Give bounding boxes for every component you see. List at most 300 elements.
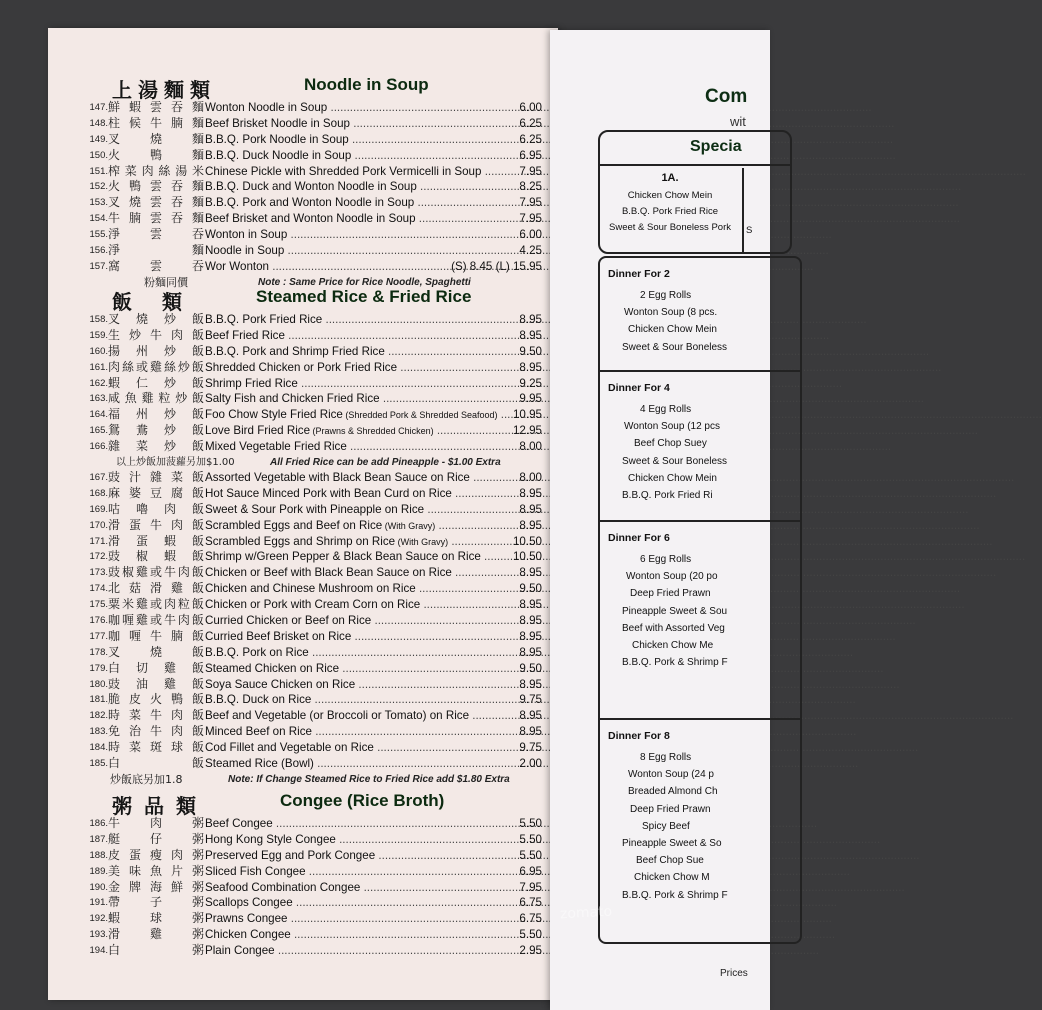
menu-item-row — [48, 597, 558, 613]
chinese-character: 美 — [108, 863, 121, 878]
chinese-character: 白 — [108, 660, 121, 675]
item-chinese-name — [108, 661, 204, 677]
chinese-character: 飯 — [191, 740, 204, 755]
item-price: 9.75 — [519, 741, 542, 755]
chinese-character: 喱 — [121, 613, 134, 628]
chinese-character: 治 — [128, 724, 141, 739]
watermark: zomato — [559, 903, 613, 923]
chinese-character: 鴦 — [135, 423, 148, 438]
chinese-character: 皮 — [108, 847, 121, 862]
chinese-character: 蛋 — [128, 847, 141, 862]
chinese-character: 肉 — [163, 501, 176, 516]
menu-item-row — [48, 407, 558, 423]
chinese-character: 北 — [108, 581, 121, 596]
chinese-character: 菜 — [135, 439, 148, 454]
chinese-character: 飯 — [191, 660, 204, 675]
item-price: 10.95 — [512, 408, 542, 422]
item-name — [205, 423, 516, 440]
item-name — [205, 211, 516, 227]
item-name-text: Shrimp w/Green Pepper & Black Bean Sauce on Rice — [205, 550, 481, 564]
item-price: 8.95 — [519, 566, 542, 580]
item-name — [205, 880, 516, 896]
dinner-item: Beef Chop Suey — [634, 438, 707, 450]
menu-item-row — [48, 816, 558, 832]
menu-item-row — [48, 164, 558, 180]
noodle-section — [48, 72, 558, 290]
chinese-character: 粥 — [191, 816, 204, 830]
item-chinese-name — [108, 227, 204, 243]
fried-rice-list — [48, 312, 558, 455]
item-price: 8.95 — [519, 598, 542, 612]
menu-item-row — [48, 927, 558, 943]
item-name — [205, 565, 516, 581]
chinese-character: 飯 — [191, 391, 204, 406]
chinese-character: 味 — [128, 863, 141, 878]
item-chinese-name — [108, 816, 204, 832]
item-name-text: Hot Sauce Minced Pork with Bean Curd on Rice — [205, 486, 452, 500]
chinese-character: 飯 — [191, 407, 204, 422]
chinese-character: 鴨 — [170, 692, 183, 707]
chinese-character: 豆 — [149, 485, 162, 500]
menu-item-row — [48, 211, 558, 227]
congee-list — [48, 816, 558, 959]
item-name-text: Salty Fish and Chicken Fried Rice — [205, 392, 380, 406]
chinese-character: 麵 — [191, 211, 204, 226]
item-chinese-name — [108, 100, 204, 116]
chinese-character: 咖 — [108, 628, 121, 643]
item-chinese-name — [108, 211, 204, 227]
chinese-character: 或 — [149, 613, 162, 628]
item-price: 6.75 — [519, 912, 542, 926]
item-price: 6.00 — [519, 101, 542, 114]
item-name-text: Shredded Chicken or Pork Fried Rice — [205, 360, 398, 374]
chinese-character: 菜 — [128, 740, 141, 755]
item-name — [205, 740, 516, 756]
chinese-character: 雲 — [149, 100, 162, 114]
item-price: 5.50 — [519, 817, 542, 830]
chinese-character: 吞 — [191, 227, 204, 242]
menu-page — [48, 28, 558, 1000]
item-name — [205, 724, 516, 740]
item-chinese-name — [108, 164, 204, 180]
menu-item-row — [48, 864, 558, 880]
dinner-item: Deep Fried Prawn — [630, 803, 711, 815]
special-box — [598, 130, 792, 254]
chinese-character: 麻 — [108, 485, 121, 500]
chinese-character: 鮮 — [170, 879, 183, 894]
item-number: 185. — [89, 758, 108, 770]
item-name — [205, 895, 516, 911]
item-number: 156. — [89, 245, 108, 257]
item-name-text: Beef Fried Rice — [205, 328, 285, 342]
chinese-character: 皮 — [128, 692, 141, 707]
item-chinese-name — [108, 927, 204, 943]
chinese-character: 菜 — [170, 470, 183, 485]
item-number: 189. — [89, 865, 108, 877]
menu-item-row — [48, 549, 558, 565]
chinese-character: 粥 — [191, 863, 204, 878]
chinese-character: 飯 — [191, 327, 204, 342]
chinese-character: 滑 — [108, 517, 121, 532]
rice-heading: Steamed Rice & Fried Rice — [256, 287, 472, 306]
item-number: 159. — [89, 329, 108, 341]
chinese-character: 魚 — [149, 863, 162, 878]
chinese-character: 雞 — [149, 927, 162, 942]
menu-item-row — [48, 502, 558, 518]
dinner-list — [598, 256, 802, 944]
item-name — [205, 195, 516, 211]
chinese-character: 或 — [135, 359, 148, 374]
chinese-character: 雞 — [135, 565, 148, 580]
item-number: 186. — [89, 818, 108, 829]
item-number: 148. — [89, 117, 108, 129]
chinese-character: 炒 — [163, 407, 176, 422]
item-name-text: Chicken or Beef with Black Bean Sauce on Rice — [205, 566, 452, 580]
item-price: 7.95 — [519, 880, 542, 894]
item-chinese-name — [108, 848, 204, 864]
congee-heading: Congee (Rice Broth) — [280, 791, 445, 810]
chinese-character: 雜 — [149, 470, 162, 485]
chinese-character: 蛋 — [128, 517, 141, 532]
chinese-character: 炒 — [175, 391, 188, 406]
menu-item-row — [48, 312, 558, 328]
item-name — [205, 864, 516, 880]
dinner-item: B.B.Q. Pork Fried Ri — [622, 490, 713, 501]
item-name-text: Sweet & Sour Pork with Pineapple on Rice — [205, 502, 425, 516]
item-number: 177. — [89, 630, 108, 642]
chinese-character: 米 — [121, 597, 134, 612]
item-chinese-name — [108, 534, 204, 550]
prices-note: Prices — [720, 968, 748, 979]
menu-item-row — [48, 360, 558, 376]
item-chinese-name — [108, 360, 204, 376]
item-price: 7.95 — [519, 196, 542, 210]
chinese-character: 榨 — [108, 163, 121, 178]
dinner-item: Wonton Soup (24 p — [628, 769, 714, 781]
item-name-text: Mixed Vegetable Fried Rice — [205, 440, 347, 454]
item-name-detail: (With Gravy) — [382, 520, 436, 531]
item-chinese-name — [108, 880, 204, 896]
item-price: 6.00 — [519, 228, 542, 242]
dinner-item: Breaded Almond Ch — [628, 786, 718, 798]
item-name-text: B.B.Q. Pork and Wonton Noodle in Soup — [205, 196, 415, 210]
item-name — [205, 848, 516, 864]
item-number: 170. — [89, 519, 108, 531]
chinese-character: 粥 — [191, 943, 204, 958]
chinese-character: 牛 — [163, 613, 176, 628]
dinner-item: Chicken Chow Mein — [628, 472, 717, 484]
item-chinese-name — [108, 724, 204, 740]
dinner-item: Sweet & Sour Boneless — [622, 455, 728, 467]
dinner-item: Chicken Chow Mein — [628, 324, 717, 336]
item-name — [205, 943, 516, 959]
item-price: 8.95 — [519, 486, 542, 500]
chinese-character: 飯 — [191, 724, 204, 739]
noodle-list — [48, 100, 558, 275]
fried-rice-note-text: Note: If Change Steamed Rice to Fried Rice add $1.80 Extra — [228, 773, 510, 785]
special-divider — [600, 164, 790, 166]
dinner-title: Dinner For 8 — [608, 730, 670, 742]
chinese-character: 牛 — [108, 211, 121, 226]
rice-header — [48, 284, 558, 312]
chinese-character: 飯 — [191, 312, 204, 326]
item-price: 8.95 — [519, 614, 542, 628]
item-chinese-name — [108, 391, 204, 407]
menu-item-row — [48, 880, 558, 896]
chinese-character: 絲 — [158, 163, 171, 178]
item-number: 160. — [89, 345, 108, 357]
menu-item-row — [48, 534, 558, 550]
item-name — [205, 911, 516, 927]
item-name — [205, 470, 516, 486]
chinese-character: 炒 — [177, 359, 190, 374]
chinese-character: 腩 — [170, 115, 183, 130]
item-chinese-name — [108, 243, 204, 259]
item-name — [205, 179, 516, 195]
chinese-character: 粒 — [158, 391, 171, 406]
item-chinese-name — [108, 613, 204, 629]
dinner-box — [600, 718, 800, 944]
chinese-character: 雲 — [149, 258, 162, 273]
item-chinese-name — [108, 259, 204, 275]
pineapple-note-chinese: 以上炒飯加菠蘿另加$1.00 — [116, 457, 235, 469]
chinese-character: 叉 — [108, 131, 121, 146]
item-number: 178. — [89, 646, 108, 658]
item-price: 5.50 — [519, 848, 542, 862]
chinese-character: 州 — [135, 407, 148, 422]
item-price: 5.50 — [519, 928, 542, 942]
item-chinese-name — [108, 470, 204, 486]
dinner-item: 8 Egg Rolls — [640, 752, 692, 763]
item-name-text: Cod Fillet and Vegetable on Rice — [205, 741, 374, 755]
item-number: 176. — [89, 615, 108, 627]
item-chinese-name — [108, 132, 204, 148]
chinese-character: 炒 — [163, 439, 176, 454]
item-number: 181. — [89, 694, 108, 706]
chinese-character: 肉 — [108, 359, 121, 374]
item-name — [205, 756, 516, 772]
item-price: 8.95 — [519, 328, 542, 342]
chinese-character: 白 — [108, 756, 121, 771]
item-chinese-name — [108, 864, 204, 880]
item-number: 149. — [89, 133, 108, 145]
chinese-character: 雞 — [135, 613, 148, 628]
menu-item-row — [48, 895, 558, 911]
item-name — [205, 518, 516, 535]
menu-item-row — [48, 470, 558, 486]
chinese-character: 吞 — [191, 258, 204, 273]
item-price: 8.95 — [519, 709, 542, 723]
menu-item-row — [48, 439, 558, 455]
item-name-text: Wor Wonton — [205, 259, 270, 273]
item-name — [205, 132, 516, 148]
special-1a-items — [600, 188, 740, 236]
chinese-character: 粟 — [108, 597, 121, 612]
item-number: 173. — [89, 567, 108, 579]
item-name-text: Chicken or Pork with Cream Corn on Rice — [205, 598, 421, 612]
menu-item-row — [48, 391, 558, 407]
chinese-character: 子 — [149, 895, 162, 910]
item-chinese-name — [108, 148, 204, 164]
chinese-character: 蛋 — [135, 533, 148, 548]
special-1a-label: 1A. — [661, 172, 679, 184]
chinese-character: 球 — [170, 740, 183, 755]
chinese-character: 滑 — [149, 581, 162, 596]
dinner-box — [600, 370, 800, 522]
item-name — [205, 164, 516, 180]
chinese-character: 炒 — [163, 375, 176, 390]
rice-chinese-heading: 飯類 — [112, 290, 212, 314]
item-name-text: Minced Beef on Rice — [205, 725, 312, 739]
chinese-character: 雞 — [163, 660, 176, 675]
item-price: 6.95 — [519, 864, 542, 878]
chinese-character: 免 — [108, 724, 121, 739]
chinese-character: 海 — [149, 879, 162, 894]
item-price: 9.50 — [519, 582, 542, 596]
menu-item-row — [48, 724, 558, 740]
noodle-heading: Noodle in Soup — [304, 75, 429, 94]
item-name-text: Wonton Noodle in Soup — [205, 101, 328, 114]
chinese-character: 牛 — [149, 327, 162, 342]
item-name — [205, 692, 516, 708]
item-name — [205, 661, 516, 677]
item-name — [205, 708, 516, 724]
chinese-character: 豉 — [108, 549, 121, 564]
chinese-character: 雞 — [141, 391, 154, 406]
item-name-text: B.B.Q. Pork on Rice — [205, 645, 309, 659]
chinese-character: 麵 — [191, 195, 204, 210]
chinese-character: 蝦 — [108, 911, 121, 926]
item-name — [205, 328, 516, 344]
noodle-note-chinese: 粉麵同價 — [144, 275, 188, 289]
item-chinese-name — [108, 407, 204, 423]
chinese-character: 燒 — [149, 644, 162, 659]
item-name-text: Hong Kong Style Congee — [205, 832, 336, 846]
chinese-character: 雲 — [149, 179, 162, 194]
chinese-character: 淨 — [108, 227, 121, 242]
chinese-character: 斑 — [149, 740, 162, 755]
chinese-character: 湯 — [175, 163, 188, 178]
chinese-character: 嚕 — [135, 501, 148, 516]
chinese-character: 肉 — [177, 613, 190, 628]
item-name-detail: (With Gravy) — [395, 536, 449, 547]
chinese-character: 牌 — [128, 879, 141, 894]
chinese-character: 飯 — [191, 485, 204, 500]
chinese-character: 粥 — [191, 895, 204, 910]
dinner-box — [600, 520, 800, 720]
item-number: 153. — [89, 197, 108, 209]
chinese-character: 飯 — [191, 439, 204, 454]
chinese-character: 麵 — [191, 131, 204, 146]
item-number: 193. — [89, 929, 108, 941]
menu-item-row — [48, 692, 558, 708]
chinese-character: 腩 — [128, 211, 141, 226]
dinner-title: Dinner For 6 — [608, 532, 670, 544]
item-price: 7.95 — [519, 212, 542, 226]
chinese-character: 鴛 — [108, 423, 121, 438]
dinner-item: Pineapple Sweet & So — [622, 838, 722, 849]
dinner-item: Chicken Chow M — [634, 872, 710, 884]
chinese-character: 汁 — [128, 470, 141, 485]
chinese-character: 肉 — [163, 597, 176, 612]
item-name-text: Curried Chicken or Beef on Rice — [205, 614, 372, 628]
item-price: 8.95 — [519, 677, 542, 691]
chinese-character: 時 — [108, 708, 121, 723]
item-chinese-name — [108, 549, 204, 565]
special-title: Specia — [690, 138, 742, 155]
chinese-character: 絲 — [163, 359, 176, 374]
item-name-text: B.B.Q. Duck on Rice — [205, 693, 312, 707]
item-number: 163. — [89, 393, 108, 405]
item-chinese-name — [108, 502, 204, 518]
item-name-text: Steamed Chicken on Rice — [205, 661, 340, 675]
item-number: 182. — [89, 710, 108, 722]
chinese-character: 麵 — [191, 147, 204, 162]
item-price: 2.95 — [519, 944, 542, 958]
item-price: 9.50 — [519, 344, 542, 358]
item-number: 180. — [89, 678, 108, 690]
item-name — [205, 376, 516, 392]
item-name-text: B.B.Q. Duck and Wonton Noodle in Soup — [205, 180, 417, 194]
chinese-character: 燒 — [149, 131, 162, 146]
chinese-character: 肉 — [170, 724, 183, 739]
menu-item-row — [48, 740, 558, 756]
item-name — [205, 148, 516, 164]
menu-item-row — [48, 243, 558, 259]
chinese-character: 飯 — [191, 549, 204, 564]
item-name-detail: (Shredded Pork & Shredded Seafood) — [342, 410, 498, 421]
item-name-text: Noodle in Soup — [205, 244, 285, 258]
menu-item-row — [48, 376, 558, 392]
item-number: 164. — [89, 409, 108, 421]
item-price: 2.00 — [519, 757, 542, 771]
item-number: 161. — [89, 361, 108, 373]
dinner-item: Beef Chop Sue — [636, 855, 704, 867]
item-number: 147. — [89, 102, 108, 113]
item-number: 165. — [89, 425, 108, 437]
chinese-character: 絲 — [121, 359, 134, 374]
item-name-text: Beef Congee — [205, 817, 273, 830]
item-name — [205, 344, 516, 360]
item-name-text: B.B.Q. Pork Fried Rice — [205, 313, 323, 326]
chinese-character: 或 — [149, 597, 162, 612]
item-name-text: B.B.Q. Pork and Shrimp Fried Rice — [205, 344, 385, 358]
chinese-character: 腩 — [170, 628, 183, 643]
chinese-character: 艇 — [108, 831, 121, 846]
item-number: 158. — [89, 314, 108, 325]
chinese-character: 瘦 — [149, 847, 162, 862]
item-chinese-name — [108, 486, 204, 502]
item-number: 172. — [89, 551, 108, 563]
chinese-character: 吞 — [170, 211, 183, 226]
chinese-character: 菜 — [124, 163, 137, 178]
item-number: 154. — [89, 213, 108, 225]
chinese-character: 咸 — [108, 391, 121, 406]
item-chinese-name — [108, 943, 204, 959]
chinese-character: 牛 — [149, 115, 162, 130]
item-number: 162. — [89, 377, 108, 389]
menu-item-row — [48, 148, 558, 164]
chinese-character: 豉 — [108, 565, 121, 580]
combo-title: Com — [705, 86, 748, 107]
item-name-text: Scallops Congee — [205, 896, 293, 910]
item-name — [205, 549, 516, 565]
chinese-character: 雲 — [149, 211, 162, 226]
chinese-character: 婆 — [128, 485, 141, 500]
chinese-character: 飯 — [191, 343, 204, 358]
item-name-text: Chicken Congee — [205, 928, 291, 942]
item-name — [205, 502, 516, 518]
